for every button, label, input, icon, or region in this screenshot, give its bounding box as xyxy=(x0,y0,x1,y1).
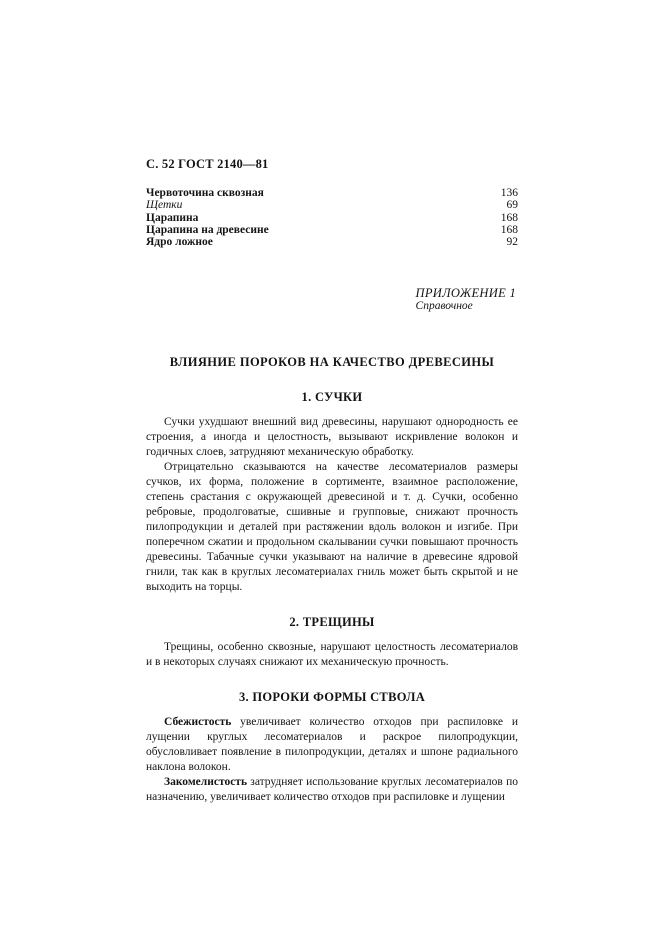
body-paragraph: Сбежистость увеличивает количество отходов при распиловке и лущении круглых лесоматериалов и раскрое пилопродукции, обусловливает появление в пилопродукции, деталях и шпоне радиального наклона волокон. xyxy=(146,716,518,774)
index-entry-page-number: 69 xyxy=(506,199,518,212)
alphabetical-index-list xyxy=(146,187,518,248)
paragraph-lead-term: Закомелистость xyxy=(164,776,248,789)
page-header-running-title: С. 52 ГОСТ 2140—81 xyxy=(146,157,269,171)
document-section xyxy=(146,390,518,595)
index-entry-label: Червоточина сквозная xyxy=(146,187,264,199)
index-entry xyxy=(146,236,518,248)
document-section xyxy=(146,615,518,670)
index-entry-label: Щетки xyxy=(146,199,183,212)
index-entry-page-number: 136 xyxy=(500,187,518,199)
section-heading: 3. ПОРОКИ ФОРМЫ СТВОЛА xyxy=(238,690,426,705)
index-entry xyxy=(146,212,518,224)
body-paragraph: Закомелистость затрудняет использование круглых лесоматериалов по назначению, увеличивает количество отходов при распиловке и лущении xyxy=(146,776,518,804)
index-entry-label: Ядро ложное xyxy=(146,236,213,249)
document-title: ВЛИЯНИЕ ПОРОКОВ НА КАЧЕСТВО ДРЕВЕСИНЫ xyxy=(169,355,495,370)
annex-block xyxy=(416,286,516,313)
index-entry-page-number: 168 xyxy=(500,223,518,236)
index-entry xyxy=(146,187,518,199)
section-heading: 1. СУЧКИ xyxy=(301,390,363,405)
body-paragraph: Трещины, особенно сквозные, нарушают целостность лесоматериалов и в некоторых случаях снижают их механическую прочность. xyxy=(146,641,518,669)
paragraph-lead-term: Сбежистость xyxy=(164,716,232,729)
index-entry xyxy=(146,199,518,211)
index-entry-label: Царапина на древесине xyxy=(146,223,269,236)
page-content xyxy=(146,157,518,805)
body-paragraph: Сучки ухудшают внешний вид древесины, нарушают однородность ее строения, а иногда и целостность, вызывают искривление волокон и годичных слоев, затрудняют механическую обработку. xyxy=(146,416,518,459)
document-section xyxy=(146,690,518,805)
index-entry-label: Царапина xyxy=(146,211,199,224)
section-heading: 2. ТРЕЩИНЫ xyxy=(289,615,375,630)
sections-container xyxy=(146,390,518,805)
index-entry xyxy=(146,224,518,236)
annex-subtitle: Справочное xyxy=(415,300,473,313)
index-entry-page-number: 92 xyxy=(506,236,518,249)
index-entry-page-number: 168 xyxy=(500,211,518,224)
body-paragraph: Отрицательно сказываются на качестве лесоматериалов размеры сучков, их форма, положение в сортименте, взаимное расположение, степень срастания с окружающей древесиной и т. д. Сучки, особенно ребровые, продолговатые, сшивные и групповые, снижают прочность пилопродукции и деталей при растяжении вдоль волокон и изгибе. При поперечном сжатии и продольном скалывании сучки повышают прочность древесины. Табачные сучки указывают на наличие в древесине ядровой гнили, так как в круглых лесоматериалах гниль может быть скрытой и не выходить на торцы. xyxy=(146,461,518,594)
annex-label: ПРИЛОЖЕНИЕ 1 xyxy=(415,286,516,301)
